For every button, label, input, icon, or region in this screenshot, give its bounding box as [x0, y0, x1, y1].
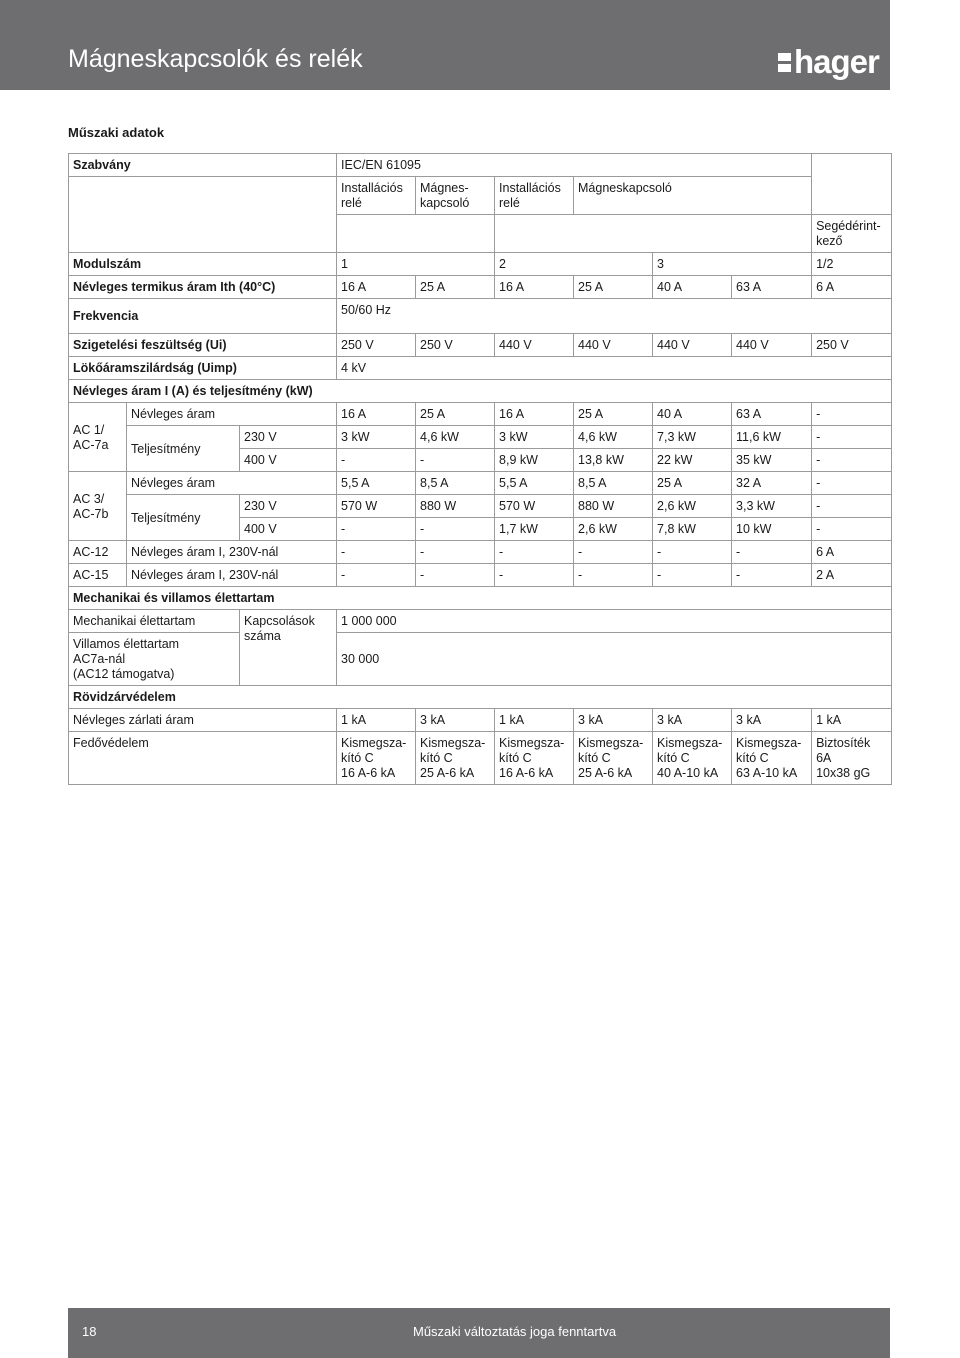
cell: 25 A — [574, 403, 653, 426]
cell: 13,8 kW — [574, 449, 653, 472]
section-label: Névleges áram I (A) és teljesítmény (kW) — [69, 380, 892, 403]
cell: 3 — [653, 253, 812, 276]
page-footer — [68, 1308, 890, 1358]
frequency-row — [69, 299, 892, 334]
section-label: Rövidzárvédelem — [69, 686, 892, 709]
hager-logo — [778, 42, 879, 82]
cell: 1 000 000 — [337, 610, 892, 633]
cell: 440 V — [653, 334, 732, 357]
cell: 570 W — [337, 495, 416, 518]
cell: 3 kA — [416, 709, 495, 732]
row-label: Szabvány — [69, 154, 337, 177]
cell: 16 A — [495, 276, 574, 299]
cell: Kismegsza- kító C 40 A-10 kA — [653, 732, 732, 785]
cell: 35 kW — [732, 449, 812, 472]
cell: 4,6 kW — [574, 426, 653, 449]
short-circuit-row — [69, 709, 892, 732]
cell: Kismegsza- kító C 25 A-6 kA — [574, 732, 653, 785]
cell: 40 A — [653, 403, 732, 426]
ac1-current-row — [69, 403, 892, 426]
cell: 32 A — [732, 472, 812, 495]
page-number: 18 — [82, 1324, 97, 1339]
thermal-row — [69, 276, 892, 299]
cell: - — [732, 564, 812, 587]
cell — [495, 215, 812, 253]
row-label: Névleges áram — [127, 403, 337, 426]
cell: - — [812, 472, 892, 495]
cell: 250 V — [416, 334, 495, 357]
cell: - — [812, 403, 892, 426]
cell: - — [416, 564, 495, 587]
cell: 1 kA — [337, 709, 416, 732]
cell: - — [812, 449, 892, 472]
cell: Kismegsza- kító C 16 A-6 kA — [495, 732, 574, 785]
cell: Kismegsza- kító C 16 A-6 kA — [337, 732, 416, 785]
footer-note: Műszaki változtatás joga fenntartva — [413, 1324, 617, 1339]
ac1-230v-row — [69, 426, 892, 449]
cell: 2 — [495, 253, 653, 276]
standard-row — [69, 154, 892, 177]
cell: 25 A — [653, 472, 732, 495]
cell: - — [495, 564, 574, 587]
mech-section-row — [69, 587, 892, 610]
cell: Mágnes- kapcsoló — [416, 177, 495, 215]
cell — [69, 177, 337, 253]
cell: 440 V — [574, 334, 653, 357]
cell: 6 A — [812, 541, 892, 564]
cell: 8,5 A — [574, 472, 653, 495]
cell: 440 V — [732, 334, 812, 357]
cell: - — [812, 495, 892, 518]
cell: - — [653, 564, 732, 587]
voltage-label: 230 V — [240, 426, 337, 449]
row-label: AC-15 — [69, 564, 127, 587]
cell: 6 A — [812, 276, 892, 299]
ac3-label: AC 3/ AC-7b — [69, 472, 127, 541]
row-label: Lökőáramszilárdság (Uimp) — [69, 357, 337, 380]
voltage-label: 400 V — [240, 518, 337, 541]
cell: - — [416, 518, 495, 541]
cell: 8,5 A — [416, 472, 495, 495]
cell: 2 A — [812, 564, 892, 587]
cell: 22 kW — [653, 449, 732, 472]
cell: 3 kA — [574, 709, 653, 732]
cell: Segédérint- kező — [812, 215, 892, 253]
ac12-row — [69, 541, 892, 564]
cell: - — [812, 518, 892, 541]
cell: 3 kA — [653, 709, 732, 732]
row-label: Szigetelési feszültség (Ui) — [69, 334, 337, 357]
cell: 1/2 — [812, 253, 892, 276]
cell: 4,6 kW — [416, 426, 495, 449]
cell: 5,5 A — [495, 472, 574, 495]
section-label: Mechanikai és villamos élettartam — [69, 587, 892, 610]
logo-mark-icon — [778, 50, 791, 75]
cell: Kismegsza- kító C 63 A-10 kA — [732, 732, 812, 785]
cell: 1 kA — [812, 709, 892, 732]
section-title: Műszaki adatok — [68, 125, 165, 140]
mech-life-row — [69, 610, 892, 633]
cell: 7,3 kW — [653, 426, 732, 449]
cell: - — [495, 541, 574, 564]
page-title: Mágneskapcsolók és relék — [68, 45, 363, 73]
row-label: Modulszám — [69, 253, 337, 276]
spec-table — [68, 153, 892, 785]
short-section-row — [69, 686, 892, 709]
cell: 16 A — [337, 403, 416, 426]
cell: 1 kA — [495, 709, 574, 732]
cell: 5,5 A — [337, 472, 416, 495]
cell: - — [574, 541, 653, 564]
cell: 880 W — [574, 495, 653, 518]
cell: 7,8 kW — [653, 518, 732, 541]
cell: 4 kV — [337, 357, 892, 380]
row-label: Villamos élettartam AC7a-nál (AC12 támogatva) — [69, 633, 240, 686]
cell: - — [337, 449, 416, 472]
row-label: Mechanikai élettartam — [69, 610, 240, 633]
cell: 250 V — [337, 334, 416, 357]
cell: 16 A — [337, 276, 416, 299]
product-type-row — [69, 177, 892, 215]
rated-section-row — [69, 380, 892, 403]
cell: - — [337, 564, 416, 587]
cell: 63 A — [732, 403, 812, 426]
cell: - — [416, 449, 495, 472]
cell: 1,7 kW — [495, 518, 574, 541]
cell — [812, 154, 892, 215]
cell: - — [732, 541, 812, 564]
row-label: AC-12 — [69, 541, 127, 564]
cell: 570 W — [495, 495, 574, 518]
voltage-label: 230 V — [240, 495, 337, 518]
cell: 40 A — [653, 276, 732, 299]
cell: - — [574, 564, 653, 587]
cell: 3,3 kW — [732, 495, 812, 518]
row-label: Névleges áram I, 230V-nál — [127, 541, 337, 564]
insulation-row — [69, 334, 892, 357]
cell: 1 — [337, 253, 495, 276]
row-label: Teljesítmény — [127, 426, 240, 472]
cell: Installációs relé — [337, 177, 416, 215]
row-label: Kapcsolások száma — [240, 610, 337, 686]
cell: 3 kA — [732, 709, 812, 732]
cell: 11,6 kW — [732, 426, 812, 449]
cell: Kismegsza- kító C 25 A-6 kA — [416, 732, 495, 785]
cell: Installációs relé — [495, 177, 574, 215]
cell: IEC/EN 61095 — [337, 154, 812, 177]
cell: 25 A — [574, 276, 653, 299]
cell: 440 V — [495, 334, 574, 357]
row-label: Névleges áram — [127, 472, 337, 495]
cell: 25 A — [416, 403, 495, 426]
row-label: Névleges termikus áram Ith (40°C) — [69, 276, 337, 299]
cell — [337, 215, 495, 253]
cell: 16 A — [495, 403, 574, 426]
cell: 880 W — [416, 495, 495, 518]
cell: - — [416, 541, 495, 564]
elec-life-row — [69, 633, 892, 686]
cell: 8,9 kW — [495, 449, 574, 472]
fuse-row — [69, 732, 892, 785]
voltage-label: 400 V — [240, 449, 337, 472]
ac3-230v-row — [69, 495, 892, 518]
row-label: Névleges zárlati áram — [69, 709, 337, 732]
row-label: Fedővédelem — [69, 732, 337, 785]
ac1-label: AC 1/ AC-7a — [69, 403, 127, 472]
cell: 50/60 Hz — [337, 299, 892, 334]
cell: 2,6 kW — [574, 518, 653, 541]
row-label: Frekvencia — [69, 299, 337, 334]
cell: - — [653, 541, 732, 564]
surge-row — [69, 357, 892, 380]
cell: 30 000 — [337, 633, 892, 686]
ac3-current-row — [69, 472, 892, 495]
cell: 3 kW — [495, 426, 574, 449]
cell: 3 kW — [337, 426, 416, 449]
cell: 250 V — [812, 334, 892, 357]
cell: 2,6 kW — [653, 495, 732, 518]
cell: Biztosíték 6A 10x38 gG — [812, 732, 892, 785]
row-label: Teljesítmény — [127, 495, 240, 541]
cell: - — [812, 426, 892, 449]
cell: Mágneskapcsoló — [574, 177, 812, 215]
row-label: Névleges áram I, 230V-nál — [127, 564, 337, 587]
cell: 25 A — [416, 276, 495, 299]
cell: 10 kW — [732, 518, 812, 541]
module-row — [69, 253, 892, 276]
logo-text: hager — [794, 43, 879, 80]
cell: 63 A — [732, 276, 812, 299]
cell: - — [337, 541, 416, 564]
ac15-row — [69, 564, 892, 587]
cell: - — [337, 518, 416, 541]
page-header — [0, 0, 890, 90]
